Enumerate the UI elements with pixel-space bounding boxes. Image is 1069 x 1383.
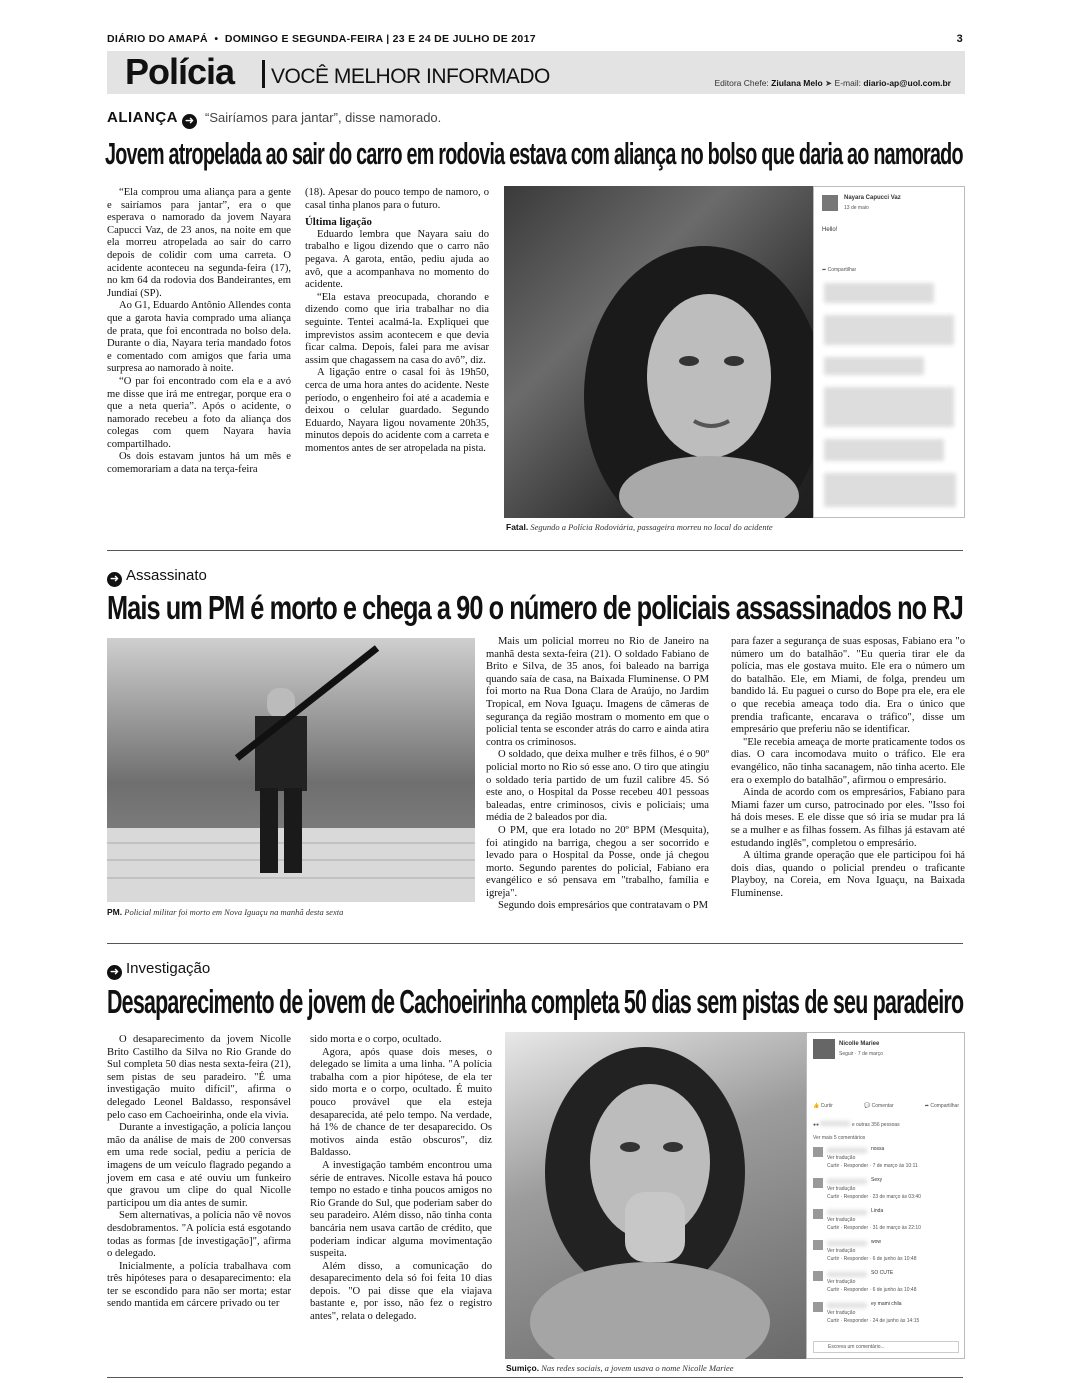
comment-meta: Curtir · Responder · 31 de março às 22:10 — [827, 1225, 921, 1231]
comment-text: nossa — [871, 1146, 885, 1152]
article3-kicker: ➜ Investigação — [107, 960, 210, 980]
fb-comment — [813, 1300, 959, 1330]
avatar — [813, 1147, 823, 1157]
editor-email: diario-ap@uol.com.br — [863, 78, 951, 88]
fb-comment — [813, 1207, 959, 1237]
comment-button[interactable]: 💬 Comentar — [864, 1103, 894, 1109]
avatar — [813, 1302, 823, 1312]
like-button[interactable]: 👍 Curtir — [813, 1103, 833, 1109]
comment-text: wow — [871, 1239, 882, 1245]
comment-meta: Curtir · Responder · 24 de junho às 14:15 — [827, 1318, 920, 1324]
reaction-count: ●● e outras 356 pessoas — [813, 1122, 900, 1128]
article1-col2: (18). Apesar do pouco tempo de namoro, o casal tinha planos para o futuro. Última ligação Eduardo lembra que Nayara saiu do trabalho e ligou dizendo que o carro não pegava. A garota, então, pediu ajuda ao avô, que a acompanhava no momento do acidente. “Ela estava preocupada, chorando e dizendo como que iria trabalhar no dia seguinte. Tentei acalmá-la. Expliquei que imprevistos assim acontecem e que devia ficar calma. Depois, falei para me avisar assim que chagassem na casa do avô”, diz. A ligação entre o casal foi às 19h50, cerca de uma hora antes do acidente. Neste período, o engenheiro foi até a academia e deixou o celular guardado. Segundo Eduardo, Nayara ligou novamente 20h35, minutos depois do acidente com a carreta e momentos antes de ser atropelada na pista. — [305, 187, 489, 454]
editor-name: Ziulana Melo — [771, 78, 823, 88]
divider — [107, 943, 963, 944]
comment-text: ey mami chila — [871, 1301, 902, 1307]
share-button[interactable]: ➦ Compartilhar — [924, 1103, 959, 1109]
avatar — [813, 1209, 823, 1219]
article1-kicker: ALIANÇA ➜ “Sairíamos para jantar”, disse namorado. — [107, 109, 442, 127]
comment-text: Sexy — [871, 1177, 883, 1183]
translate-link[interactable]: Ver tradução — [827, 1248, 856, 1254]
fb-actions — [813, 1103, 959, 1109]
comment-meta: Curtir · Responder · 23 de março às 03:40 — [827, 1194, 921, 1200]
bullet-icon: ➤ — [825, 78, 833, 88]
article1-subhead: Última ligação — [305, 216, 372, 229]
selfie-woman-image — [505, 1032, 806, 1359]
issue-date: DOMINGO E SEGUNDA-FEIRA | 23 E 24 DE JULHO DE 2017 — [224, 33, 536, 45]
article1-headline: Jovem atropelada ao sair do carro em rodovia estava com aliança no bolso que daria ao namorado — [105, 136, 963, 171]
article3-headline: Desaparecimento de jovem de Cachoeirinha completa 50 dias sem pistas de seu paradeiro — [107, 983, 964, 1020]
comment-text: Linda — [871, 1208, 884, 1214]
translate-link[interactable]: Ver tradução — [827, 1217, 856, 1223]
divider — [107, 1377, 963, 1378]
avatar — [813, 1240, 823, 1250]
comment-meta: Curtir · Responder · 7 de março às 10:11 — [827, 1163, 918, 1169]
article1-photo — [504, 186, 813, 518]
share-button[interactable]: ➦ Compartilhar — [822, 267, 857, 273]
arrow-right-icon: ➜ — [107, 572, 122, 587]
article3-col1: O desaparecimento da jovem Nicolle Brito Castilho da Silva no Rio Grande do Sul completa 50 dias nesta sexta-feira (21), sem pistas de seu paradeiro. "É uma investigação muito difícil", afirma o delegado Leonel Baldasso, responsável pelo caso em Cachoeirinha, onde ela vivia. Durante a investigação, a polícia lançou mão da análise de mais de 200 conversas em uma rede social, pediu a perícia de imagens de um veículo flagrado pegando a jovem em casa e até ouviu um funkeiro que gravou um clipe do qual Nicolle participou um dia antes de sumir. Sem alternativas, a polícia não vê novos desdobramentos. "A polícia está esgotando todas as formas [de investigação]", afirma o delegado. Inicialmente, a polícia trabalhava com três hipóteses para o desaparecimento: ela ter se escondido para não ser morta; estar sendo mantida em cárcere privado ou ter — [107, 1034, 291, 1310]
comment-meta: Curtir · Responder · 6 de junho às 10:48 — [827, 1287, 917, 1293]
section-masthead — [107, 51, 965, 94]
avatar — [813, 1271, 823, 1281]
article3-col2: sido morta e o corpo, ocultado. Agora, após quase dois meses, o delegado se limita a uma linha. "A polícia trabalha com a pior hipótese, de ela ter sido morta e o corpo, ocultado. É muito pouco provável que ela esteja desaparecida, até pelo tempo. Na verdade, há 1% de chance de ter desaparecido. Os motivos ainda estão obscuros", diz Baldasso. A investigação também encontrou uma série de entraves. Nicolle estava há pouco tempo no estado e tinha poucos amigos no Rio Grande do Sul, que poderiam saber do seu paradeiro. Além disso, não tinha conta bancária nem usava cartão de crédito, que poderiam indicar alguma movimentação suspeita. Além disso, a comunicação do desaparecimento dela só foi feita 10 dias depois. "O pai disse que ela viajava bastante e, por isso, não fez o registro antes", relata o delegado. — [310, 1034, 492, 1323]
comment-meta: Curtir · Responder · 6 de junho às 10:48 — [827, 1256, 917, 1262]
translate-link[interactable]: Ver tradução — [827, 1155, 856, 1161]
article2-headline: Mais um PM é morto e chega a 90 o número de policiais assassinados no RJ — [107, 589, 963, 626]
article3-caption: Sumiço. Nas redes sociais, a jovem usava o nome Nicolle Mariee — [506, 1363, 734, 1373]
article2-kicker: ➜ Assassinato — [107, 567, 207, 587]
article1-caption: Fatal. Segundo a Polícia Rodoviária, passageira morreu no local do acidente — [506, 522, 773, 532]
translate-link[interactable]: Ver tradução — [827, 1279, 856, 1285]
divider — [107, 550, 963, 551]
article1-col1: “Ela comprou uma aliança para a gente e sairíamos para jantar”, era o que esperava o namorado da jovem Nayara Capucci Vaz, de 23 anos, na noite em que ela morreu atropelada ao sair do carro depois de colidir com uma carreta. O acidente aconteceu na segunda-feira (17), no km 64 da rodovia dos Bandeirantes, em Jundiaí (SP). Ao G1, Eduardo Antônio Allendes conta que a garota havia comprado uma aliança de prata, que foi encontrada no bolso dela. Durante o dia, Nayara teria mandado fotos e comentado com amigos que faria uma surpresa ao namorado à noite. “O par foi encontrado com ela e a avó me disse que irá me entregar, porque era o que a neta queria”. Após o acidente, o namorado recebeu a foto da aliança dos colegas com quem Nayara havia compartilhado. Os dois estavam juntos há um mês e comemorariam a data na terça-feira — [107, 187, 291, 476]
article2-col2: para fazer a segurança de suas esposas, Fabiano era "o número um do batalhão". "Eu queria tirar ele da polícia, mas ele gostava muito. Ele era o número um do batalhão. Ele, em Miami, de folga, prendeu um bandido lá. Eu paguei o curso do Bope pra ele, era ele o que recebia ameaça todo dia. Era o único que prendia traficante, encarava o tráfico", disse um empresário que preferiu não se identificar. "Ele recebia ameaça de morte praticamente todos os dias. O cara incomodava muito o tráfico. Ele era evangélico, não tinha sacanagem, não tinha acerto. Ele era o exemplo do batalhão", afirmou o empresário. Ainda de acordo com os empresários, Fabiano para Miami fazer um curso, patrocinado por eles. "Isso foi há dois meses. E ele disse que só iria se mudar pra lá se a mulher e as filhas fossem. As filhas já estavam até estudando inglês", completou o empresário. A última grande operação que ele participou foi há dois dias, quando o policial prendeu o traficante Playboy, na Coreia, em Nova Iguaçu, na Baixada Fluminense. — [731, 636, 965, 899]
arrow-right-icon: ➜ — [107, 965, 122, 980]
fb-comment — [813, 1238, 959, 1268]
translate-link[interactable]: Ver tradução — [827, 1310, 856, 1316]
arrow-right-icon: ➜ — [182, 114, 197, 129]
comment-input[interactable]: Escreva um comentário... — [813, 1341, 959, 1353]
paper-name: DIÁRIO DO AMAPÁ — [107, 33, 208, 45]
more-comments-link[interactable]: Ver mais 5 comentários — [813, 1135, 866, 1141]
section-slogan: VOCÊ MELHOR INFORMADO — [271, 65, 550, 88]
article2-caption: PM. Policial militar foi morto em Nova Iguaçu na manhã desta sexta — [107, 907, 344, 917]
article2-photo — [107, 638, 475, 902]
article3-facebook-post: Nicolle Mariee Seguir · 7 de março 👍 Curtir 💬 Comentar ➦ Compartilhar ●● e outras 356 pessoas Ver mais 5 comentários nossa Ver tradução Curtir · Responder · 7 de março às 10:11 Sexy Ver tradução Curtir · Responder · 23 de março às 03:40 Linda Ver tradução Curtir · Responder · 31 de março às 22:10 wow Ver tradução Curtir · Responder · 6 de junho às 10:48 SO CUTE Ver tradução Curtir · Responder · 6 de junho às 10:48 ey mami chila Ver tradução Curtir · Responder · 24 de junho às 14:15 Escreva um comentário... — [806, 1032, 965, 1359]
section-title: Polícia — [125, 51, 235, 92]
avatar — [822, 195, 838, 211]
avatar — [813, 1039, 835, 1059]
avatar — [813, 1178, 823, 1188]
fb-comment — [813, 1269, 959, 1299]
fb-comment — [813, 1145, 959, 1175]
editor-info: Editora Chefe: Ziulana Melo ➤ E-mail: diario-ap@uol.com.br — [714, 78, 951, 88]
article1-facebook-post: Nayara Capucci Vaz 13 de maio Hello! ➦ Compartilhar — [813, 186, 965, 518]
page-number: 3 — [956, 33, 963, 45]
top-bar: DIÁRIO DO AMAPÁ • DOMINGO E SEGUNDA-FEIRA | 23 E 24 DE JULHO DE 2017 3 — [107, 33, 963, 45]
portrait-woman-image — [504, 186, 813, 518]
soldier-image — [107, 638, 475, 902]
article2-col1: Mais um policial morreu no Rio de Janeiro na manhã desta sexta-feira (21). O soldado Fabiano de Brito e Silva, de 35 anos, foi baleado na barriga quando saía de casa, na Baixada Fluminense. O PM foi morto na Rua Dona Clara de Araújo, no Jardim Tropical, em Nova Iguaçu. Imagens de câmeras de segurança da região mostram o momento em que o policial tenta se esconder atrás do carro e ainda atira contra os criminosos. O soldado, que deixa mulher e três filhos, é o 90º policial morto no Rio só esse ano. O tiro que atingiu o soldado teria partido de um fuzil calibre 45. Só este ano, o Hospital da Posse recebeu 401 pessoas baleadas, entre criminosos, civis e policiais; uma média de 2 baleados por dia. O PM, que era lotado no 20º BPM (Mesquita), foi atingido na barriga, chegou a ser socorrido e levado para o Hospital da Posse, onde já chegou morto. Segundo parentes do policial, Fabiano era evangélico e só pensava em "trabalho, família e igreja". Segundo dois empresários que contratavam o PM — [486, 636, 709, 912]
comment-text: SO CUTE — [871, 1270, 894, 1276]
masthead-divider — [262, 60, 265, 88]
fb-comment — [813, 1176, 959, 1206]
article3-photo — [505, 1032, 806, 1359]
translate-link[interactable]: Ver tradução — [827, 1186, 856, 1192]
